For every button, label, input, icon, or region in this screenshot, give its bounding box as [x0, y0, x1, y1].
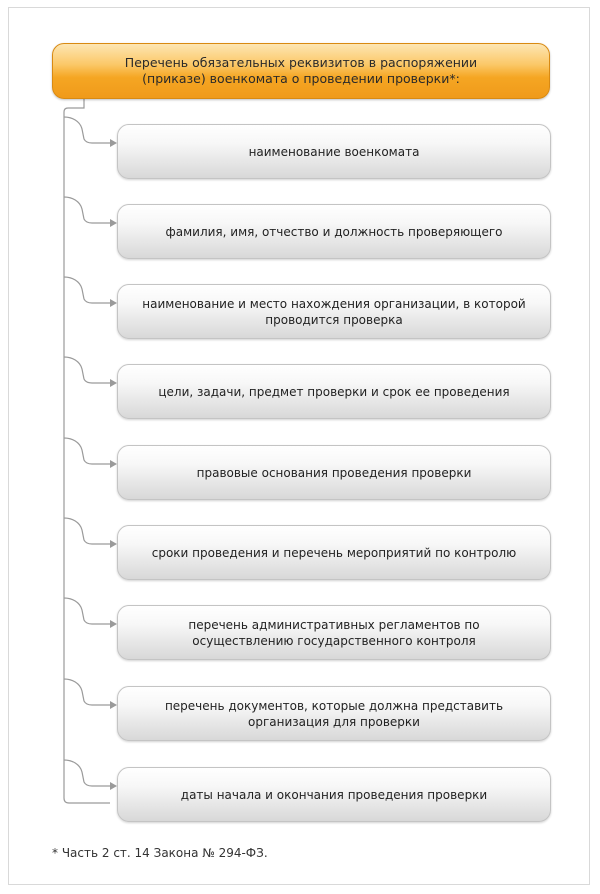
requisite-text-9: даты начала и окончания проведения проверки	[180, 787, 488, 802]
requisite-text-4: цели, задачи, предмет проверки и срок ее проведения	[158, 384, 510, 399]
requisite-text-5: правовые основания проведения проверки	[196, 465, 472, 480]
requisite-text-7: перечень административных регламентов по осуществлению государственного контроля	[188, 617, 480, 648]
requisite-box-2	[117, 204, 551, 259]
requisite-box-7	[117, 605, 551, 660]
requisite-text-1: наименование военкомата	[248, 144, 420, 159]
requisite-box-6	[117, 525, 551, 580]
requisite-text-6: сроки проведения и перечень мероприятий по контролю	[151, 545, 517, 560]
footnote: * Часть 2 ст. 14 Закона № 294-ФЗ.	[52, 846, 268, 860]
requisite-box-1	[117, 124, 551, 179]
requisite-box-3	[117, 284, 551, 339]
requisite-box-5	[117, 445, 551, 500]
header-title: Перечень обязательных реквизитов в распоряжении (приказе) военкомата о проведении проверки*:	[124, 55, 478, 86]
requisite-text-8: перечень документов, которые должна представить организация для проверки	[164, 698, 504, 729]
requisite-text-2: фамилия, имя, отчество и должность проверяющего	[165, 224, 503, 239]
requisite-box-8	[117, 686, 551, 741]
header-box	[52, 43, 550, 99]
requisite-box-4	[117, 364, 551, 419]
requisite-text-3: наименование и место нахождения организации, в которой проводится проверка	[142, 296, 526, 327]
requisite-box-9	[117, 767, 551, 822]
